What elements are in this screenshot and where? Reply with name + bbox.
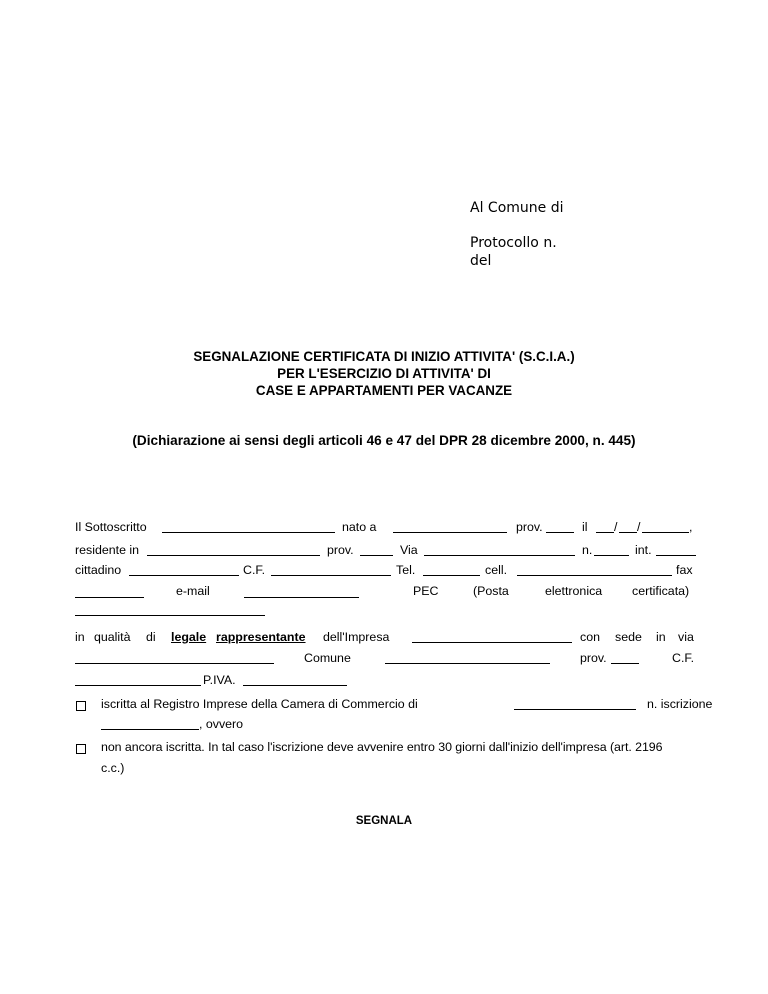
field-n[interactable] — [594, 555, 629, 556]
field-pec[interactable] — [75, 615, 265, 616]
field-impresa[interactable] — [412, 642, 572, 643]
recipient-del: del — [470, 253, 492, 269]
date-slash-2: / — [637, 520, 641, 534]
label-certificata: certificata) — [632, 584, 690, 598]
label-cittadino: cittadino — [75, 563, 122, 577]
field-prov-2[interactable] — [360, 555, 393, 556]
label-tel: Tel. — [396, 563, 416, 577]
recipient-comune: Al Comune di — [470, 200, 564, 216]
title-line-1: SEGNALAZIONE CERTIFICATA DI INIZIO ATTIVITA' (S.C.I.A.) — [193, 349, 575, 364]
checkbox-non-iscritta[interactable] — [76, 744, 86, 754]
label-in: in — [75, 630, 85, 644]
label-sede: sede — [615, 630, 642, 644]
field-date-year[interactable] — [642, 532, 689, 533]
label-pec: PEC — [413, 584, 439, 598]
label-email: e-mail — [176, 584, 210, 598]
label-rappresentante: rappresentante — [216, 630, 306, 644]
label-via-2: via — [678, 630, 694, 644]
field-date-month[interactable] — [619, 532, 637, 533]
field-nato-a[interactable] — [393, 532, 507, 533]
field-cf[interactable] — [271, 575, 391, 576]
field-residente-in[interactable] — [147, 555, 320, 556]
label-posta: (Posta — [473, 584, 509, 598]
label-cf: C.F. — [243, 563, 266, 577]
label-cell: cell. — [485, 563, 508, 577]
field-prov[interactable] — [546, 532, 574, 533]
field-tel[interactable] — [423, 575, 480, 576]
label-elettronica: elettronica — [545, 584, 603, 598]
subtitle: (Dichiarazione ai sensi degli articoli 46 e 47 del DPR 28 dicembre 2000, n. 445) — [132, 433, 636, 448]
field-sottoscritto[interactable] — [162, 532, 335, 533]
field-cittadino[interactable] — [129, 575, 239, 576]
checkbox-iscritta[interactable] — [76, 701, 86, 711]
field-cf-2[interactable] — [75, 685, 201, 686]
label-n: n. — [582, 543, 593, 557]
field-camera-commercio[interactable] — [514, 709, 636, 710]
field-fax[interactable] — [75, 597, 144, 598]
field-int[interactable] — [656, 555, 696, 556]
label-via: Via — [400, 543, 418, 557]
label-int: int. — [635, 543, 652, 557]
label-comune: Comune — [304, 651, 351, 665]
date-slash-1: / — [614, 520, 618, 534]
label-prov-2: prov. — [327, 543, 354, 557]
field-comune[interactable] — [385, 663, 550, 664]
label-nato-a: nato a — [342, 520, 377, 534]
label-legale: legale — [171, 630, 207, 644]
label-piva: P.IVA. — [203, 673, 236, 687]
option-iscritta-text: iscritta al Registro Imprese della Camera di Commercio di — [101, 697, 418, 711]
label-n-iscrizione: n. iscrizione — [647, 697, 713, 711]
label-fax: fax — [676, 563, 693, 577]
field-email[interactable] — [244, 597, 359, 598]
option-non-iscritta-text-2: c.c.) — [101, 761, 125, 775]
segnala-heading: SEGNALA — [355, 815, 413, 827]
label-in-2: in — [656, 630, 666, 644]
date-comma: , — [689, 520, 693, 534]
label-di: di — [146, 630, 156, 644]
field-n-iscrizione[interactable] — [101, 729, 199, 730]
field-cell[interactable] — [517, 575, 672, 576]
label-prov: prov. — [516, 520, 543, 534]
title-line-3: CASE E APPARTAMENTI PER VACANZE — [255, 383, 513, 398]
title-line-2: PER L'ESERCIZIO DI ATTIVITA' DI — [277, 366, 491, 381]
label-residente-in: residente in — [75, 543, 140, 557]
label-qualita: qualità — [94, 630, 131, 644]
field-via[interactable] — [424, 555, 575, 556]
label-cf-2: C.F. — [672, 651, 695, 665]
label-ovvero: , ovvero — [199, 717, 244, 731]
field-piva[interactable] — [243, 685, 347, 686]
label-con: con — [580, 630, 600, 644]
label-prov-3: prov. — [580, 651, 607, 665]
option-non-iscritta-text: non ancora iscritta. In tal caso l'iscrizione deve avvenire entro 30 giorni dall'inizio dell'impresa (art. 2196 — [101, 740, 663, 754]
field-date-day[interactable] — [596, 532, 614, 533]
recipient-protocollo: Protocollo n. — [470, 235, 557, 251]
label-impresa: dell'Impresa — [323, 630, 390, 644]
label-sottoscritto: Il Sottoscritto — [75, 520, 147, 534]
field-sede-via[interactable] — [75, 663, 274, 664]
field-prov-3[interactable] — [611, 663, 639, 664]
label-il: il — [582, 520, 588, 534]
